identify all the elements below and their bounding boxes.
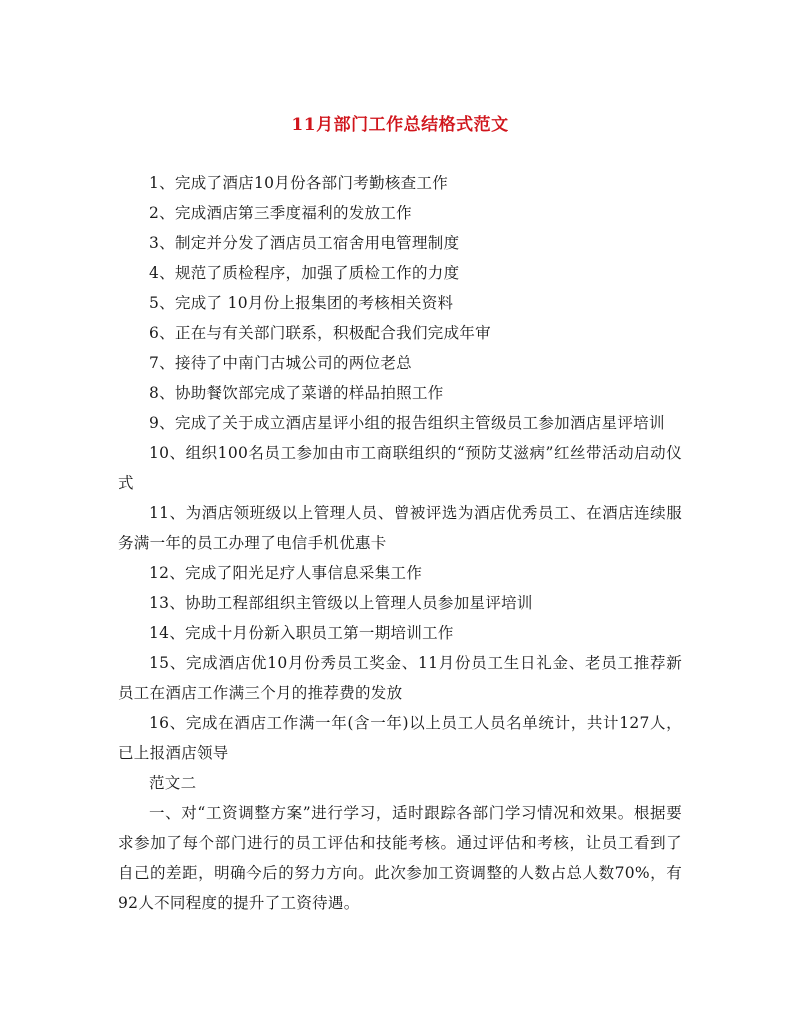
list-item: 9、完成了关于成立酒店星评小组的报告组织主管级员工参加酒店星评培训 [149, 414, 665, 432]
list-item: 8、协助餐饮部完成了菜谱的样品拍照工作 [149, 384, 444, 402]
list-item: 2、完成酒店第三季度福利的发放工作 [149, 204, 412, 222]
list-item: 14、完成十月份新入职员工第一期培训工作 [149, 624, 454, 642]
document-body [118, 168, 682, 918]
list-item: 10、组织100名员工参加由市工商联组织的“预防艾滋病”红丝带活动启动仪式 [118, 444, 682, 492]
list-item: 7、接待了中南门古城公司的两位老总 [149, 354, 412, 372]
document-title: 11月部门工作总结格式范文 [291, 115, 509, 135]
list-item: 3、制定并分发了酒店员工宿舍用电管理制度 [149, 234, 460, 252]
list-item: 5、完成了 10月份上报集团的考核相关资料 [149, 294, 454, 312]
list-item: 1、完成了酒店10月份各部门考勤核查工作 [149, 174, 449, 192]
list-item: 11、为酒店领班级以上管理人员、曾被评选为酒店优秀员工、在酒店连续服务满一年的员工办理了电信手机优惠卡 [118, 504, 682, 552]
list-item: 6、正在与有关部门联系，积极配合我们完成年审 [149, 324, 491, 342]
section-heading: 范文二 [149, 774, 197, 792]
list-item: 4、规范了质检程序，加强了质检工作的力度 [149, 264, 460, 282]
list-item: 13、协助工程部组织主管级以上管理人员参加星评培训 [149, 594, 533, 612]
list-item: 15、完成酒店优10月份秀员工奖金、11月份员工生日礼金、老员工推荐新员工在酒店工作满三个月的推荐费的发放 [118, 654, 682, 702]
section-paragraph: 一、对“工资调整方案”进行学习，适时跟踪各部门学习情况和效果。根据要求参加了每个部门进行的员工评估和技能考核。通过评估和考核，让员工看到了自己的差距，明确今后的努力方向。此次参加工资调整的人数占总人数70%，有92人不同程度的提升了工资待遇。 [118, 804, 682, 912]
list-item: 16、完成在酒店工作满一年(含一年)以上员工人员名单统计，共计127人，已上报酒店领导 [118, 714, 682, 762]
list-item: 12、完成了阳光足疗人事信息采集工作 [149, 564, 423, 582]
